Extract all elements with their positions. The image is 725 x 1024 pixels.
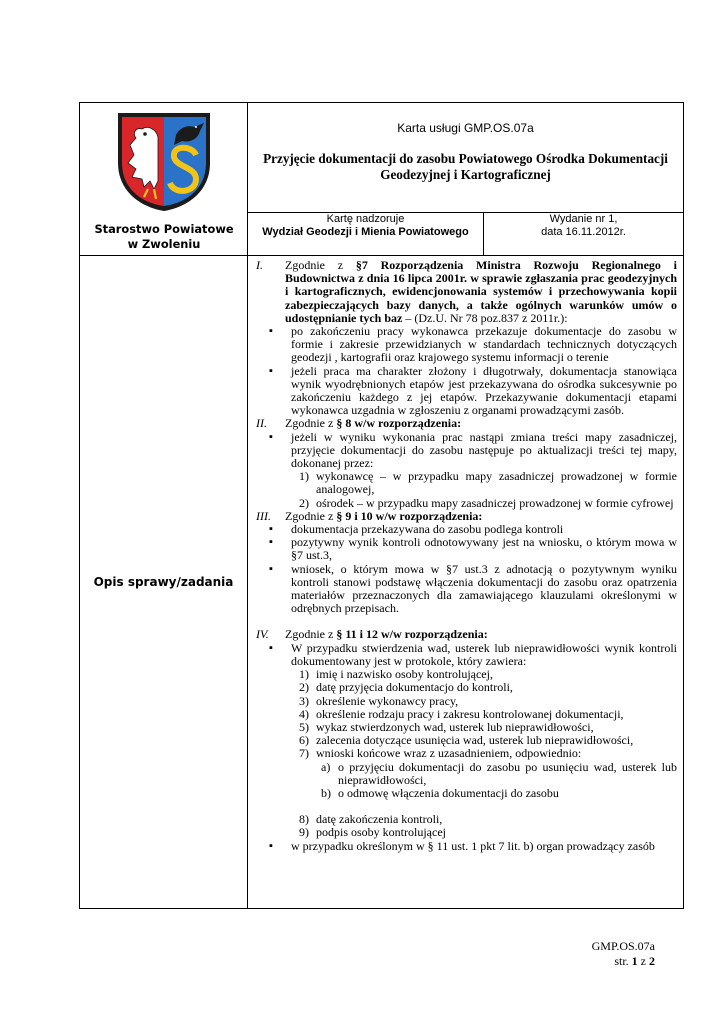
service-title: Przyjęcie dokumentacji do zasobu Powiatowego Ośrodka Dokumentacji Geodezyjnej i Kartograficznej	[263, 151, 668, 182]
edition-number: Wydanie nr 1,	[549, 212, 618, 225]
document-code: GMP.OS.07a	[591, 939, 655, 953]
numbered-list	[296, 668, 677, 839]
section-ii: II. Zgodnie z § 8 w/w rozporządzenia:	[256, 416, 462, 431]
list-item: ▪ W przypadku stwierdzenia wad, usterek lub nieprawidłowości wynik kontroli dokumentowany jest w protokole, który zawiera:	[269, 642, 677, 668]
page-number: str. 1 z 2	[614, 954, 655, 968]
list-item: 6) zalecenia dotyczące usunięcia wad, usterek lub nieprawidłowości,	[299, 733, 634, 748]
list-item: ▪ wniosek, o którym mowa w §7 ust.3 z adnotacją o pozytywnym wyniku kontroli stanowi podstawę włączenia dokumentacji do zasobu oraz opatrzenia materiałów przeznaczonych dla zamawiającego klauzulami określonymi w odrębnych przepisach.	[269, 563, 677, 616]
list-item: ▪ jeżeli w wyniku wykonania prac nastąpi zmiana treści mapy zasadniczej, przyjęcie dokumentacji do zasobu następuje po aktualizacji treści tej mapy, dokonanej przez:	[269, 431, 677, 471]
office-cell	[80, 103, 248, 256]
section-label: Opis sprawy/zadania	[93, 575, 234, 589]
list-item: 3) określenie wykonawcy pracy,	[299, 693, 459, 708]
section-iii: III. Zgodnie z § 9 i 10 w/w rozporządzenia:	[256, 508, 483, 523]
list-item: 9) podpis osoby kontrolującej	[299, 825, 446, 840]
lettered-list	[318, 761, 677, 801]
list-item: ▪ w przypadku określonym w § 11 ust. 1 pkt 7 lit. b) organ prowadzący zasób	[269, 840, 677, 853]
coat-of-arms-logo	[114, 111, 214, 211]
section-i: I. Zgodnie z §7 Rozporządzenia Ministra Rozwoju Regionalnego i Budownictwa z dnia 16 lipca 2001r. w sprawie zgłaszania prac geodezyjnych i kartograficznych, ewidencjonowania systemów i przechowywania kopii zabezpieczających bazy danych, a także ogólnych warunków umów o udostępnianie tych baz – (Dz.U. Nr 78 poz.837 z 2011r.):	[256, 258, 678, 325]
card-title: Karta usługi GMP.OS.07a	[397, 121, 534, 135]
service-card-table	[79, 102, 684, 909]
edition-cell	[484, 212, 684, 255]
description-cell	[248, 256, 684, 909]
page-footer	[592, 939, 655, 969]
list-item: 5) wykaz stwierdzonych wad, usterek lub nieprawidłowości,	[299, 719, 594, 734]
list-item: 1) imię i nazwisko osoby kontrolującej,	[299, 667, 493, 682]
supervisor-cell: Kartę nadzoruje Wydział Geodezji i Mienia Powiatowego	[248, 212, 484, 255]
edition-date: data 16.11.2012r.	[541, 225, 626, 238]
list-item: 8) datę zakończenia kontroli,	[299, 812, 443, 827]
numbered-list	[296, 470, 677, 510]
section-label-cell	[80, 256, 248, 909]
list-item: a) o przyjęciu dokumentacji do zasobu po usunięciu wad, usterek lub nieprawidłowości,	[321, 759, 678, 787]
list-item: 4) określenie rodzaju pracy i zakresu kontrolowanej dokumentacji,	[299, 706, 624, 721]
description-content	[248, 256, 683, 853]
list-item: 7) wnioski końcowe wraz z uzasadnieniem, odpowiednio:	[299, 746, 582, 761]
list-item: ▪ po zakończeniu pracy wykonawca przekazuje dokumentacje do zasobu w formie i zakresie przewidzianych w standardach technicznych dotyczących geodezji , kartografii oraz krajowego systemu informacji o terenie	[269, 325, 677, 365]
section-iv: IV. Zgodnie z § 11 i 12 w/w rozporządzenia:	[256, 627, 488, 642]
list-item: ▪ dokumentacja przekazywana do zasobu podlega kontroli	[269, 523, 677, 536]
title-cell	[248, 103, 684, 213]
list-item: ▪ jeżeli praca ma charakter złożony i długotrwały, dokumentacja stanowiąca wynik wyodrębnionych etapów jest przekazywana do ośrodka sukcesywnie po zakończeniu każdego z jej etapów. Przekazywanie dokumentacji etapami wykonawca uzgadnia w zgłoszeniu z organami prowadzącymi zasób.	[269, 365, 677, 418]
list-item: 1) wykonawcę – w przypadku mapy zasadniczej prowadzonej w formie analogowej,	[299, 469, 678, 497]
supervisor-name: Wydział Geodezji i Mienia Powiatowego	[262, 225, 469, 238]
list-item: 2) datę przyjęcia dokumentacjo do kontroli,	[299, 680, 513, 695]
list-item: ▪ pozytywny wynik kontroli odnotowywany jest na wniosku, o którym mowa w §7 ust.3,	[269, 536, 677, 562]
list-item: b) o odmowę włączenia dokumentacji do zasobu	[321, 785, 559, 800]
list-item: 2) ośrodek – w przypadku mapy zasadniczej prowadzonej w formie cyfrowej	[299, 495, 674, 510]
office-name: Starostwo Powiatowe w Zwoleniu	[94, 222, 234, 251]
